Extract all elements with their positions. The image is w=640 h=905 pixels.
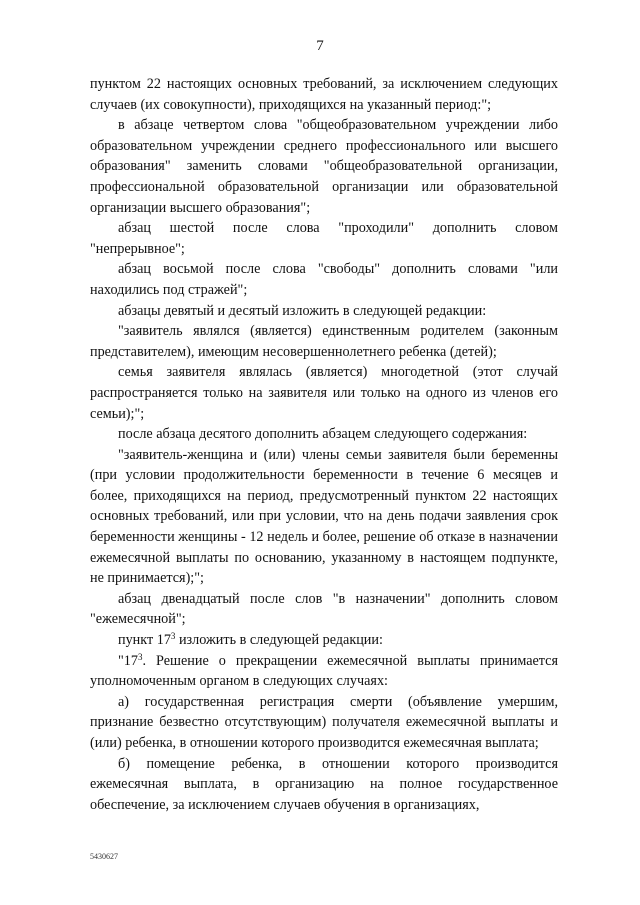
page-number: 7: [316, 38, 324, 54]
paragraph: абзац шестой после слова "проходили" дополнить словом "непрерывное";: [90, 220, 558, 257]
paragraph: "заявитель-женщина и (или) члены семьи заявителя были беременны (при условии продолжительности беременности в течение 6 месяцев и более, приходящихся на период, предусмотренный пунктом 22 настоящих основных требований, или при условии, что на день подачи заявления срок беременности женщины - 12 недель и более, решение об отказе в назначении ежемесячной выплаты по основанию, указанному в настоящем подпункте, не принимается);";: [90, 446, 558, 587]
paragraph: семья заявителя являлась (является) многодетной (этот случай распространяется только на заявителя или только на одного из членов его семьи);";: [90, 364, 558, 422]
paragraph: в абзаце четвертом слова "общеобразовательном учреждении либо образовательном учреждении среднего профессионального или высшего образования" заменить словами "общеобразовательной организации, профессиональной образовательной организации или образовательной организации высшего образования";: [90, 117, 558, 216]
text-span: . Решение о прекращении ежемесячной выплаты принимается уполномоченным органом в следующих случаях:: [90, 652, 558, 690]
paragraph: абзац двенадцатый после слов "в назначении" дополнить словом "ежемесячной";: [90, 590, 558, 628]
document-code: 5430627: [90, 852, 118, 861]
text-span: пункт 17: [118, 632, 171, 649]
paragraph: "заявитель являлся (является) единственным родителем (законным представителем), имеющим несовершеннолетнего ребенка (детей);: [90, 323, 558, 360]
paragraph: пунктом 22 настоящих основных требований, за исключением следующих случаев (их совокупности), приходящихся на указанный период:";: [90, 76, 558, 113]
paragraph: абзац восьмой после слова "свободы" дополнить словами "или находились под стражей";: [90, 261, 558, 298]
paragraph-subpoint-a: а) государственная регистрация смерти (объявление умершим, признание безвестно отсутствующим) получателя ежемесячной выплаты и (или) ребенка, в отношении которого производится ежемесячная выплата;: [90, 693, 558, 751]
document-body: [90, 74, 558, 815]
text-span: изложить в следующей редакции:: [175, 632, 383, 649]
paragraph: после абзаца десятого дополнить абзацем следующего содержания:: [118, 426, 528, 443]
superscript: 3: [170, 631, 176, 642]
paragraph-subpoint-b: б) помещение ребенка, в отношении которого производится ежемесячная выплата, в организацию на полное государственное обеспечение, за исключением случаев обучения в организациях,: [90, 755, 558, 813]
text-span: "17: [118, 652, 138, 669]
superscript: 3: [137, 651, 143, 662]
paragraph-point-17-3: [90, 630, 558, 651]
paragraph-point-17-3-text: [90, 651, 558, 692]
paragraph: абзацы девятый и десятый изложить в следующей редакции:: [118, 302, 487, 319]
